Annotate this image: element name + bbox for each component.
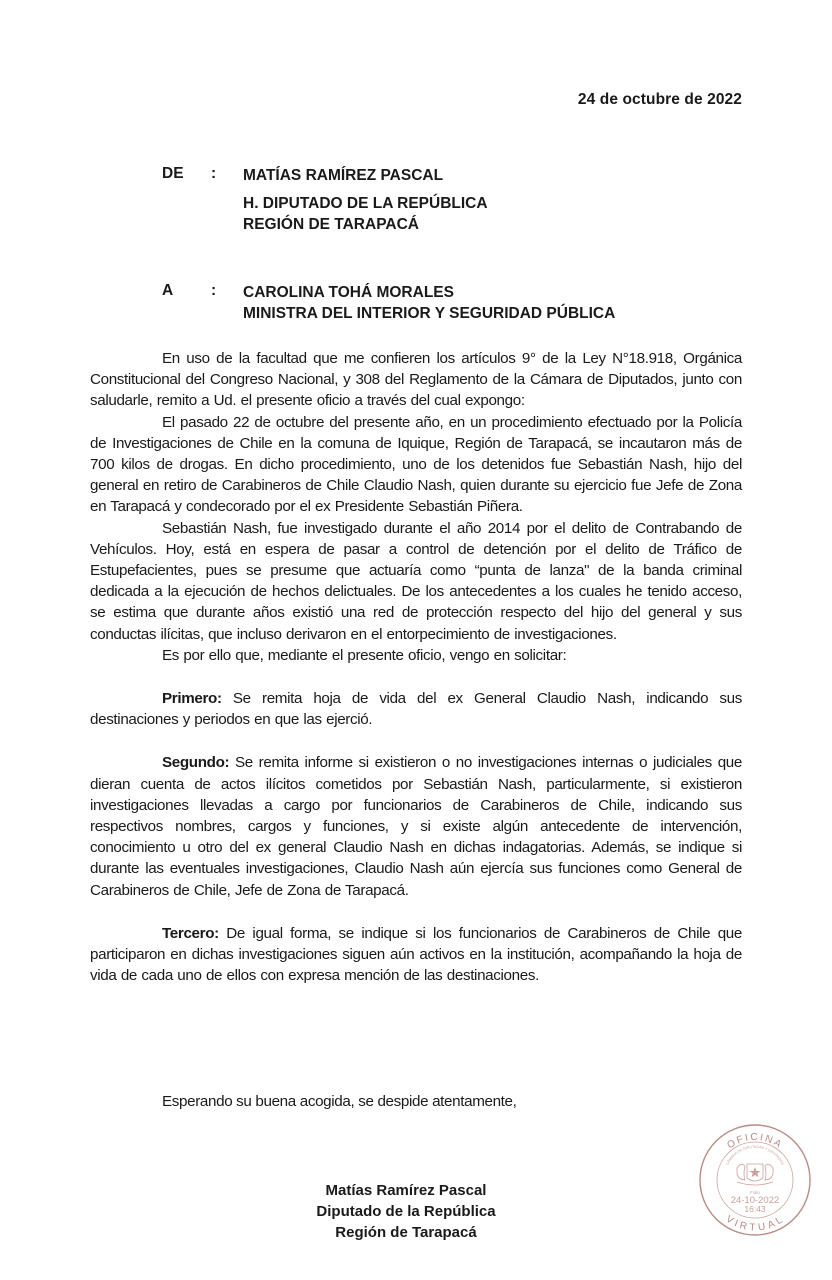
stamp-label: Folio	[750, 1190, 760, 1195]
letter-body	[90, 348, 742, 986]
from-label: DE	[162, 165, 184, 182]
stamp-arc-text: CÁMARA DE DIPUTADAS Y DIPUTADOS	[725, 1144, 785, 1166]
paragraph-primero: Primero: Se remita hoja de vida del ex General Claudio Nash, indicando sus destinaciones y periodos en que las ejerció.	[90, 690, 742, 729]
to-name: CAROLINA TOHÁ MORALES	[243, 284, 454, 301]
to-separator: :	[211, 282, 217, 299]
paragraph-intro: En uso de la facultad que me confieren los artículos 9° de la Ley N°18.918, Orgánica Constitucional del Congreso Nacional, y 308 del Reglamento de la Cámara de Diputados, junto con saludarle, remito a Ud. el presente oficio a través del cual expongo:	[90, 350, 742, 410]
stamp-date: 24-10-2022	[730, 1195, 780, 1206]
paragraph-segundo: Segundo: Se remita informe si existieron o no investigaciones internas o judiciales que dieran cuenta de actos ilícitos cometidos por Sebastián Nash, particularmente, si existieron investigaciones llevadas a cargo por funcionarios de Carabineros de Chile, indicando sus respectivos nombres, cargos y funciones, y si existe algún antecedente de intervención, conocimiento u otro del ex general Claudio Nash en dichas indagatorias. Además, se indique si durante las eventuales investigaciones, Claudio Nash aún ejercía sus funciones como General de Carabineros de Chile, Jefe de Zona de Tarapacá.	[90, 754, 742, 899]
to-title: MINISTRA DEL INTERIOR Y SEGURIDAD PÚBLICA	[243, 305, 616, 322]
request-lead-segundo: Segundo:	[162, 754, 230, 772]
paragraph-request-intro: Es por ello que, mediante el presente oficio, vengo en solicitar:	[162, 646, 567, 664]
stamp-time: 16:43	[744, 1204, 766, 1214]
from-title: H. DIPUTADO DE LA REPÚBLICA	[243, 195, 488, 212]
signature-title: Diputado de la República	[316, 1203, 496, 1220]
signature-region: Región de Tarapacá	[335, 1224, 477, 1241]
paragraph-background: Sebastián Nash, fue investigado durante el año 2014 por el delito de Contrabando de Vehículos. Hoy, está en espera de pasar a control de detención por el delito de Tráfico de Estupefacientes, pues se presume que actuaría como “punta de lanza" de la banda criminal dedicada a la ejecución de hechos delictuales. De los antecedentes a los cuales he tenido acceso, se estima que durante años existió una red de protección respecto del hijo del general y sus conductas ilícitas, que incluso derivaron en el entorpecimiento de investigaciones.	[90, 519, 742, 643]
stamp-top-text: OFICINA	[725, 1131, 785, 1152]
from-name: MATÍAS RAMÍREZ PASCAL	[243, 167, 444, 184]
to-label: A	[162, 282, 174, 299]
closing-line: Esperando su buena acogida, se despide atentamente,	[162, 1093, 517, 1110]
paragraph-facts: El pasado 22 de octubre del presente año, en un procedimiento efectuado por la Policía de Investigaciones de Chile en la comuna de Iquique, Región de Tarapacá, se incautaron más de 700 kilos de drogas. En dicho procedimiento, uno de los detenidos fue Sebastián Nash, hijo del general en retiro de Carabineros de Chile Claudio Nash, quien durante su ejercicio fue Jefe de Zona en Tarapacá y condecorado por el ex Presidente Sebastián Piñera.	[90, 413, 742, 516]
stamp-seal-icon	[697, 1122, 813, 1238]
paragraph-tercero: Tercero: De igual forma, se indique si los funcionarios de Carabineros de Chile que participaron en dichas investigaciones siguen aún activos en la institución, acompañando la hoja de vida de cada uno de ellos con expresa mención de las destinaciones.	[90, 924, 742, 985]
request-lead-primero: Primero:	[162, 690, 222, 708]
signature-name: Matías Ramírez Pascal	[325, 1182, 487, 1199]
from-region: REGIÓN DE TARAPACÁ	[243, 216, 419, 233]
from-separator: :	[211, 165, 217, 182]
document-date: 24 de octubre de 2022	[577, 91, 742, 108]
request-lead-tercero: Tercero:	[162, 924, 219, 942]
office-stamp	[697, 1122, 813, 1238]
stamp-bottom-text: VIRTUAL	[723, 1213, 787, 1234]
signature-block	[250, 1180, 562, 1243]
coat-of-arms-icon	[737, 1164, 773, 1185]
